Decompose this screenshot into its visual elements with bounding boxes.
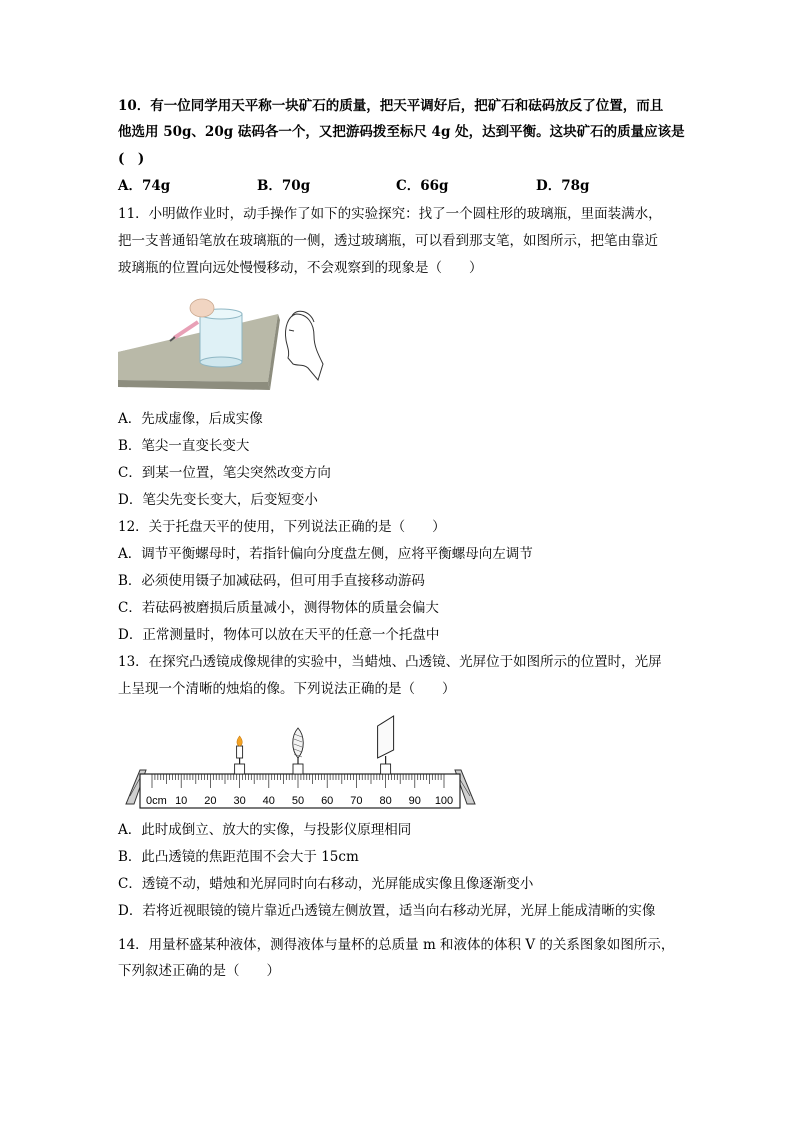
- q11-option-c[interactable]: C．到某一位置，笔尖突然改变方向: [118, 465, 331, 481]
- q11-stem-line2: 把一支普通铅笔放在玻璃瓶的一侧，透过玻璃瓶，可以看到那支笔，如图所示，把笔由靠近: [118, 233, 658, 249]
- ruler-label-70: 70: [350, 795, 363, 807]
- ruler-label-10: 10: [175, 795, 188, 807]
- glass-bottle-bottom: [200, 357, 242, 367]
- ruler-label-50: 50: [291, 795, 305, 807]
- q14-stem-line1: 14．用量杯盛某种液体，测得液体与量杯的总质量 m 和液体的体积 V 的关系图象如图所示，: [118, 937, 675, 953]
- candle-flame: [237, 736, 242, 746]
- screen-panel: [378, 716, 394, 758]
- q13-option-d[interactable]: D．若将近视眼镜的镜片靠近凸透镜左侧放置，适当向右移动光屏，光屏上能成清晰的实像: [118, 903, 656, 919]
- ruler-label-40: 40: [262, 795, 275, 807]
- q12-stem: 12．关于托盘天平的使用，下列说法正确的是（ ）: [118, 519, 446, 535]
- glass-bottle-figure: [118, 294, 333, 394]
- holder-base: [381, 764, 391, 774]
- holder-base: [293, 764, 303, 774]
- q10-stem-line2: 他选用 50g、20g 砝码各一个，又把游码拨至标尺 4g 处，达到平衡。这块矿石的质量应该是: [118, 124, 685, 140]
- convex-lens: [293, 728, 304, 774]
- ruler-label-80: 80: [379, 795, 392, 807]
- glass-bottle: [200, 314, 242, 362]
- ruler-label-90: 90: [408, 795, 421, 807]
- observer-face: [285, 314, 323, 380]
- ruler-label-30: 30: [233, 795, 246, 807]
- q10-option-a[interactable]: A．74g: [118, 178, 171, 194]
- q12-option-c[interactable]: C．若砝码被磨损后质量减小，测得物体的质量会偏大: [118, 600, 439, 616]
- q13-option-a[interactable]: A．此时成倒立、放大的实像，与投影仪原理相同: [118, 822, 412, 838]
- q14-stem-line2: 下列叙述正确的是（ ）: [118, 963, 280, 979]
- candle: [235, 736, 245, 774]
- q12-option-b[interactable]: B．必须使用镊子加减砝码，但可用手直接移动游码: [118, 573, 425, 589]
- q11-stem-line3: 玻璃瓶的位置向远处慢慢移动，不会观察到的现象是（ ）: [118, 260, 483, 276]
- ruler-label-100: 100: [434, 795, 454, 807]
- q11-option-a[interactable]: A．先成虚像，后成实像: [118, 411, 263, 427]
- q12-option-a[interactable]: A．调节平衡螺母时，若指针偏向分度盘左侧，应将平衡螺母向左调节: [118, 546, 533, 562]
- holder-base: [235, 764, 245, 774]
- ruler-label-20: 20: [204, 795, 217, 807]
- candle-body: [237, 746, 243, 758]
- light-screen: [378, 716, 394, 774]
- ruler-label-60: 60: [321, 795, 334, 807]
- q12-option-d[interactable]: D．正常测量时，物体可以放在天平的任意一个托盘中: [118, 627, 440, 643]
- q11-stem-line1: 11．小明做作业时，动手操作了如下的实验探究：找了一个圆柱形的玻璃瓶，里面装满水，: [118, 206, 662, 222]
- q10-option-c[interactable]: C．66g: [396, 178, 449, 194]
- q10-option-d[interactable]: D．78g: [536, 178, 590, 194]
- q10-stem-line3: ( ): [118, 151, 145, 167]
- q11-option-d[interactable]: D．笔尖先变长变大，后变短变小: [118, 492, 318, 508]
- q13-option-c[interactable]: C．透镜不动，蜡烛和光屏同时向右移动，光屏能成实像且像逐渐变小: [118, 876, 534, 892]
- ruler-label-0: 0cm: [146, 795, 167, 807]
- hand-shape: [190, 299, 214, 317]
- optical-bench-figure: [118, 712, 483, 812]
- q11-option-b[interactable]: B．笔尖一直变长变大: [118, 438, 250, 454]
- q13-stem-line2: 上呈现一个清晰的烛焰的像。下列说法正确的是（ ）: [118, 681, 456, 697]
- q10-option-b[interactable]: B．70g: [257, 178, 311, 194]
- q10-stem-line1: 10．有一位同学用天平称一块矿石的质量，把天平调好后，把矿石和砝码放反了位置，而且: [118, 98, 664, 114]
- q13-option-b[interactable]: B．此凸透镜的焦距范围不会大于 15cm: [118, 849, 359, 865]
- q13-stem-line1: 13．在探究凸透镜成像规律的实验中，当蜡烛、凸透镜、光屏位于如图所示的位置时，光屏: [118, 654, 662, 670]
- lens-body: [293, 728, 304, 758]
